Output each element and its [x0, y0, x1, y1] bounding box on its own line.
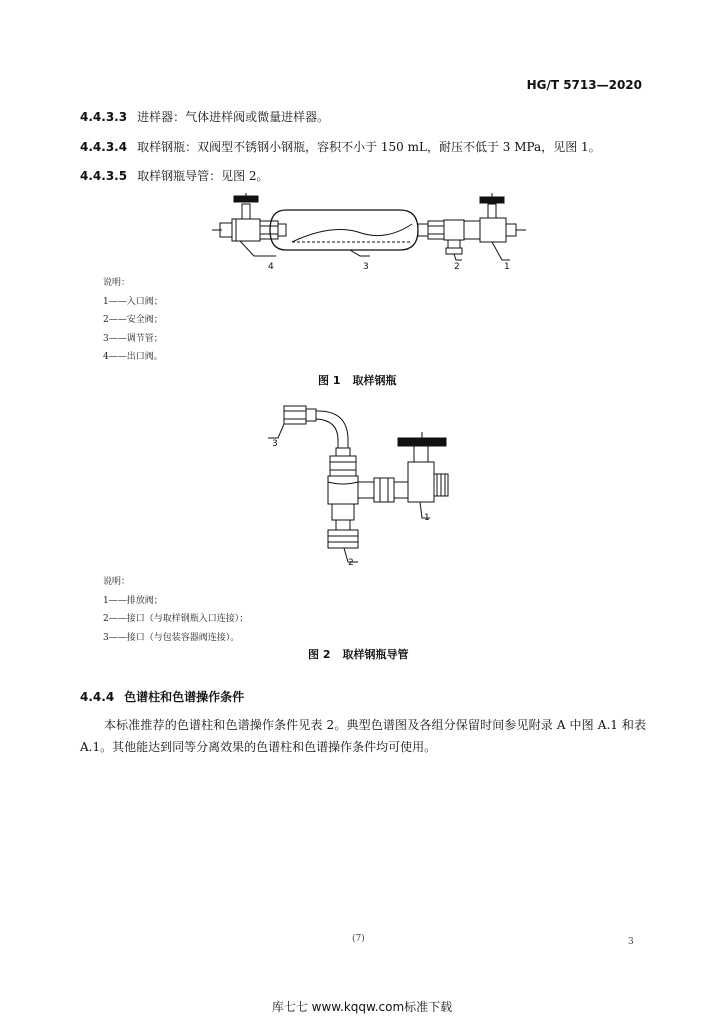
figure1-caption	[318, 372, 396, 388]
section-4-4-4-paragraph: 本标准推荐的色谱柱和色谱操作条件见表 2。典型色谱图及各组分保留时间参见附录 A 中图 A.1 和表 A.1。其他能达到同等分离效果的色谱柱和色谱操作条件均可使用。	[80, 718, 646, 754]
legend-item: 1——排放阀；	[103, 595, 163, 606]
legend-item: 3——接口（与包装容器阀连接）。	[103, 632, 240, 643]
figure1-legend	[103, 274, 163, 367]
legend-title: 说明：	[103, 278, 131, 288]
figure2-callout-2: 2	[348, 558, 354, 568]
clause-text: 进样器：气体进样阀或微量进样器。	[137, 110, 330, 124]
clause-number: 4.4.3.4	[80, 140, 128, 154]
figure1-callout-1: 1	[504, 262, 510, 272]
section-4-4-4-heading	[80, 688, 244, 705]
figure2-callout-3: 3	[272, 439, 278, 449]
page-number-center: (7)	[352, 934, 365, 944]
clause-4-4-3-4	[80, 138, 601, 155]
page-number: 3	[628, 937, 634, 947]
caption-number: 图 1	[318, 374, 341, 387]
figure1-sampling-cylinder-drawing	[200, 190, 530, 275]
footer-watermark-text: 库七七 www.kqqw.com标准下载	[271, 1000, 453, 1014]
legend-item: 1——入口阀；	[103, 296, 163, 307]
legend-item: 2——接口（与取样钢瓶入口连接）；	[103, 614, 249, 624]
caption-title: 取样钢瓶导管	[342, 648, 409, 661]
legend-item: 2——安全阀；	[103, 315, 163, 325]
figure2-conduit-drawing	[268, 398, 468, 570]
figure1-callout-3: 3	[363, 262, 369, 272]
clause-4-4-3-3	[80, 108, 329, 125]
figure2-callout-1: 1	[424, 513, 430, 523]
clause-number: 4.4.3.3	[80, 110, 128, 124]
caption-title: 取样钢瓶	[352, 374, 397, 387]
figure2-caption	[308, 646, 408, 662]
legend-item: 3——调节管；	[103, 333, 163, 344]
figure1-callout-4: 4	[268, 262, 274, 272]
clause-text: 取样钢瓶：双阀型不锈钢小钢瓶，容积不小于 150 mL，耐压不低于 3 MPa，见图 1。	[137, 140, 601, 154]
legend-title: 说明：	[103, 577, 131, 587]
clause-number: 4.4.3.5	[80, 169, 128, 183]
legend-item: 4——出口阀。	[103, 352, 163, 362]
clause-text: 取样钢瓶导管：见图 2。	[137, 169, 269, 183]
standard-number: HG/T 5713—2020	[526, 78, 642, 92]
clause-4-4-3-5	[80, 167, 269, 184]
section-number: 4.4.4	[80, 690, 115, 704]
figure1-callout-2: 2	[454, 262, 460, 272]
figure2-legend	[103, 573, 248, 647]
caption-number: 图 2	[308, 648, 331, 661]
section-title: 色谱柱和色谱操作条件	[124, 690, 245, 704]
